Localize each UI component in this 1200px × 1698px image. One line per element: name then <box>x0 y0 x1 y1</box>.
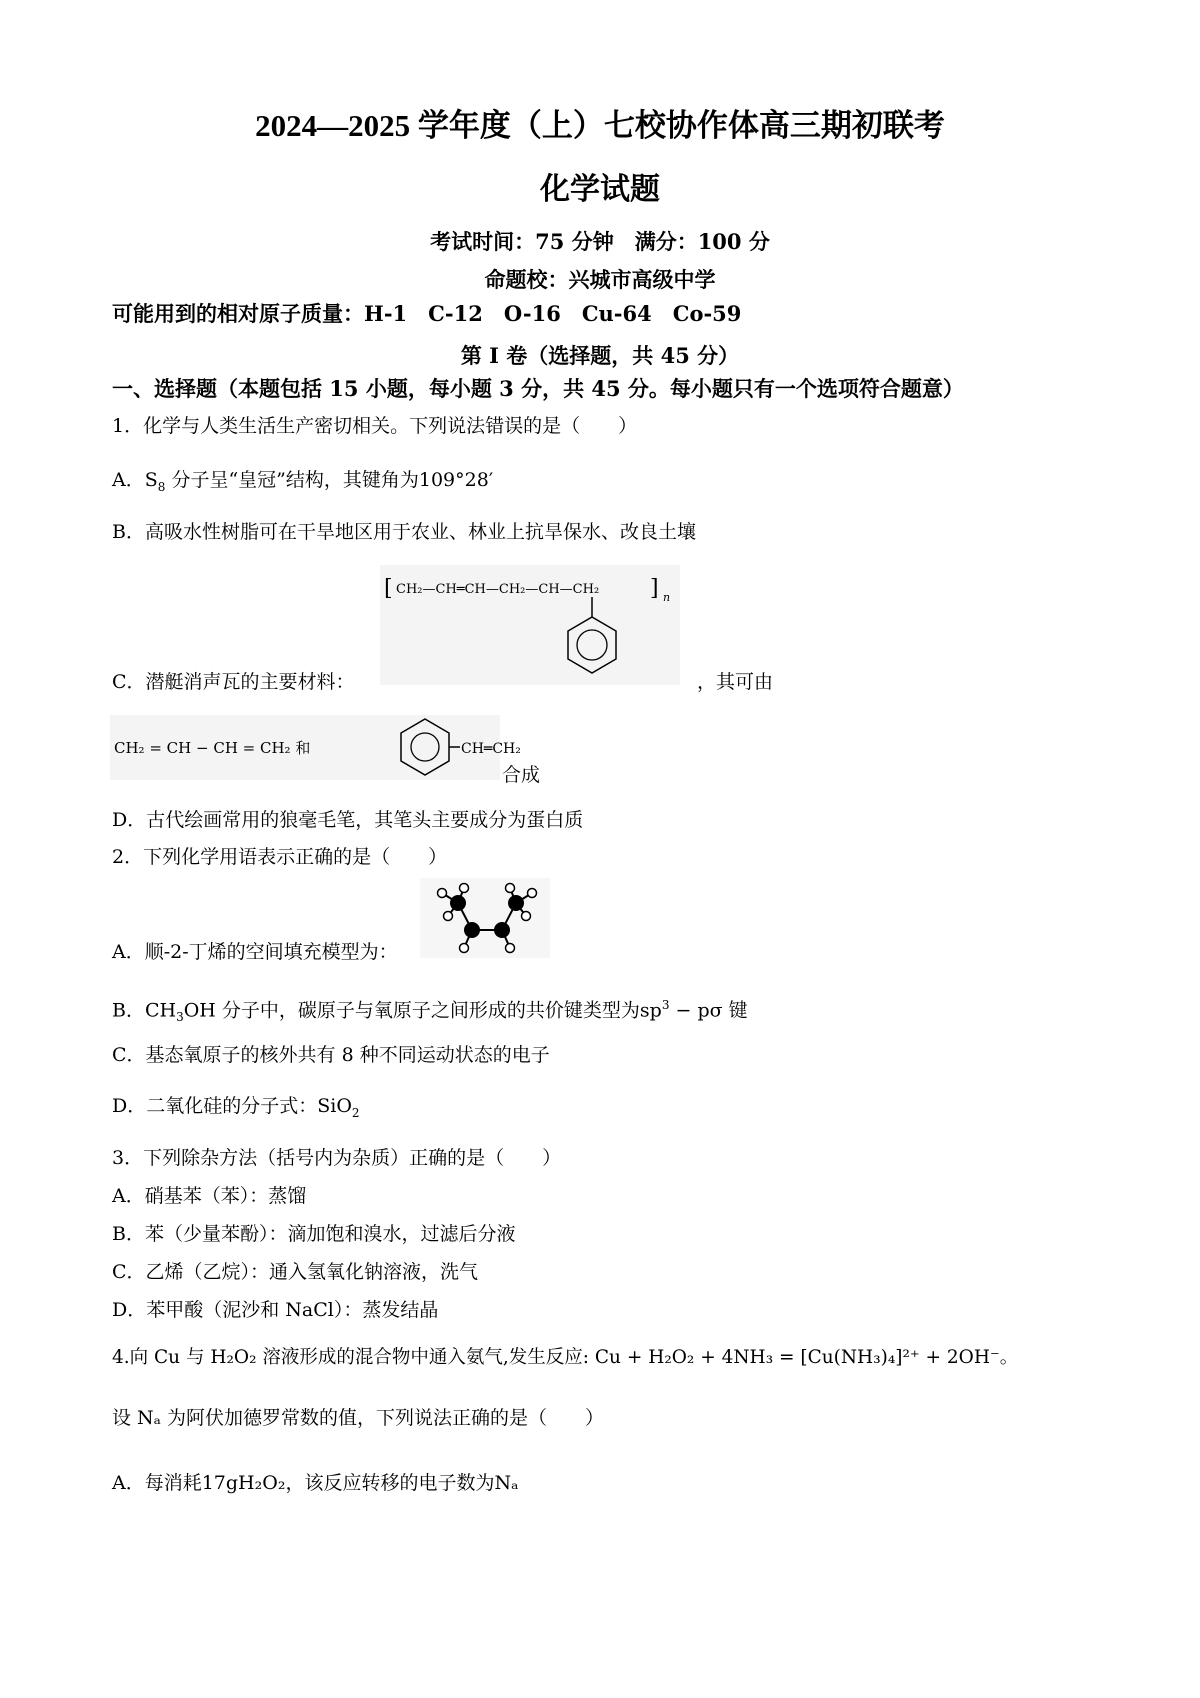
styrene-vinyl-label: CH═CH₂ <box>461 741 521 757</box>
q3-stem: 3．下列除杂方法（括号内为杂质）正确的是（ ） <box>112 1147 562 1169</box>
q2-option-c: C．基态氧原子的核外共有 8 种不同运动状态的电子 <box>112 1044 550 1066</box>
butadiene-label: CH₂ = CH − CH = CH₂ 和 <box>114 739 311 757</box>
hydrogen-atom-icon <box>438 884 537 953</box>
q1-option-c-suffix: ，其可由 <box>697 671 774 693</box>
q2-option-b: B．$CH_3OH$ 分子中，碳原子与氧原子之间形成的共价键类型为$sp^3 - p\sigma$ 键 <box>112 998 748 1025</box>
carbon-atom-icon <box>450 895 524 938</box>
q3-option-a: A．硝基苯（苯）：蒸馏 <box>112 1185 307 1207</box>
q3-option-d: D．苯甲酸（泥沙和 NaCl）：蒸发结晶 <box>112 1299 439 1321</box>
q3-option-c: C．乙烯（乙烷）：通入氢氧化钠溶液，洗气 <box>112 1261 479 1283</box>
part-title: 第 I 卷（选择题，共 45 分） <box>460 343 740 368</box>
q4-stem-line2: 设 Nₐ 为阿伏加德罗常数的值，下列说法正确的是（ ） <box>112 1407 605 1429</box>
monomers-figure <box>110 715 521 780</box>
atomic-masses: 可能用到的相对原子质量：H-1 C-12 O-16 Cu-64 Co-59 <box>112 301 742 326</box>
q4-option-a: A．每消耗17gH₂O₂，该反应转移的电子数为Nₐ <box>112 1472 519 1494</box>
q1-option-c-end: 合成 <box>502 764 541 786</box>
polymer-chain-label: CH₂—CH═CH—CH₂—CH—CH₂ <box>396 582 600 597</box>
q2-option-d: D．二氧化硅的分子式：SiO$_2$ <box>112 1095 360 1120</box>
q1-option-c: C．潜艇消声瓦的主要材料： <box>112 671 355 693</box>
q2-option-a: A．顺-2-丁烯的空间填充模型为： <box>112 941 398 963</box>
q1-option-b: B．高吸水性树脂可在干旱地区用于农业、林业上抗旱保水、改良土壤 <box>112 521 696 543</box>
exam-info: 考试时间：75 分钟 满分：100 分 <box>430 229 770 254</box>
polymer-bracket-right: ] <box>650 576 659 601</box>
polymer-n-subscript: n <box>663 591 671 604</box>
section-heading: 一、选择题（本题包括 15 小题，每小题 3 分，共 45 分。每小题只有一个选项符合题意） <box>112 376 964 401</box>
subject-title: 化学试题 <box>540 172 660 207</box>
styrene-ring-icon <box>401 719 449 775</box>
cis-2-butene-model-figure <box>420 878 550 958</box>
benzene-ring-icon <box>568 617 616 673</box>
school-info: 命题校：兴城市高级中学 <box>484 267 716 292</box>
polymer-structure-figure <box>380 565 680 685</box>
q3-option-b: B．苯（少量苯酚）：滴加饱和溴水，过滤后分液 <box>112 1223 516 1245</box>
exam-title: 2024—2025 学年度（上）七校协作体高三期初联考 <box>255 108 945 143</box>
q1-option-d: D．古代绘画常用的狼毫毛笔，其笔头主要成分为蛋白质 <box>112 809 584 831</box>
q2-stem: 2．下列化学用语表示正确的是（ ） <box>112 846 448 868</box>
polymer-bracket-left: [ <box>384 576 393 601</box>
q4-stem-line1: 4.向 Cu 与 H₂O₂ 溶液形成的混合物中通入氨气,发生反应: Cu + H₂O₂ + 4NH₃ = [Cu(NH₃)₄]²⁺ + 2OH⁻。 <box>112 1347 1019 1368</box>
q1-option-a: A．$S_8$ 分子呈“皇冠”结构，其键角为109°28′ <box>112 469 494 494</box>
q1-stem: 1．化学与人类生活生产密切相关。下列说法错误的是（ ） <box>112 415 638 437</box>
